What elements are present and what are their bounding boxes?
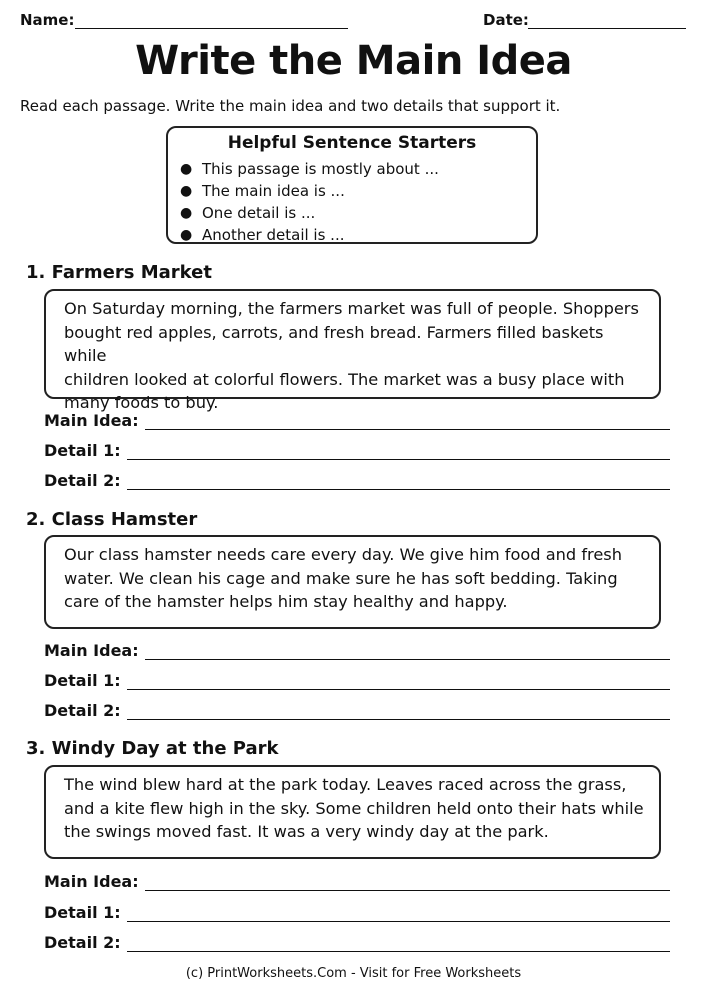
detail-1-answer-line[interactable]: [127, 905, 670, 922]
main-idea-label: Main Idea:: [44, 641, 139, 660]
bullet-icon: ●: [180, 161, 193, 177]
starter-item: [180, 202, 439, 224]
starters-title: Helpful Sentence Starters: [227, 133, 477, 153]
main-idea-answer-line[interactable]: [145, 874, 670, 891]
main-idea-label: Main Idea:: [44, 411, 139, 430]
name-label: Name:: [20, 11, 75, 29]
bullet-icon: ●: [180, 227, 193, 243]
starter-text: One detail is ...: [202, 204, 316, 222]
date-field[interactable]: [528, 28, 686, 29]
passage-line: and a kite flew high in the sky. Some children held onto their hats while: [64, 798, 644, 818]
main-idea-answer-line[interactable]: [145, 643, 670, 660]
passage-line: On Saturday morning, the farmers market was full of people. Shoppers: [64, 299, 639, 318]
passage-3-main-idea-row: [44, 869, 670, 891]
passage-3-detail-2-row: [44, 930, 670, 952]
date-label: Date:: [483, 11, 529, 29]
passage-line: bought red apples, carrots, and fresh bread. Farmers filled baskets while: [64, 322, 604, 365]
passage-1-main-idea-row: [44, 408, 670, 430]
bullet-icon: ●: [180, 205, 193, 221]
passage-line: The wind blew hard at the park today. Leaves raced across the grass,: [64, 775, 627, 794]
detail-2-label: Detail 2:: [44, 471, 121, 490]
detail-2-label: Detail 2:: [44, 933, 121, 952]
passage-line: many foods to buy.: [64, 393, 219, 412]
detail-2-label: Detail 2:: [44, 701, 121, 720]
passage-1-detail-1-row: [44, 438, 670, 460]
detail-1-answer-line[interactable]: [127, 673, 670, 690]
passage-2-detail-2-row: [44, 698, 670, 720]
passage-line: water. We clean his cage and make sure he has soft bedding. Taking: [64, 568, 618, 588]
passage-2-box: [44, 535, 661, 629]
instructions: Read each passage. Write the main idea and two details that support it.: [20, 97, 561, 115]
starters-list: [180, 158, 439, 246]
passage-3-box: [44, 765, 661, 859]
detail-2-answer-line[interactable]: [127, 703, 670, 720]
starter-text: Another detail is ...: [202, 226, 345, 244]
footer-credit: (c) PrintWorksheets.Com - Visit for Free Worksheets: [185, 966, 522, 981]
passage-line: Our class hamster needs care every day. We give him food and fresh: [64, 545, 622, 564]
main-idea-answer-line[interactable]: [145, 413, 670, 430]
bullet-icon: ●: [180, 183, 193, 199]
main-idea-label: Main Idea:: [44, 872, 139, 891]
detail-2-answer-line[interactable]: [127, 935, 670, 952]
sentence-starters-box: [166, 126, 538, 244]
passage-2-title: 2. Class Hamster: [26, 509, 198, 530]
starter-item: [180, 158, 439, 180]
name-field[interactable]: [75, 28, 348, 29]
detail-1-label: Detail 1:: [44, 671, 121, 690]
page-title: Write the Main Idea: [135, 38, 572, 84]
detail-1-label: Detail 1:: [44, 903, 121, 922]
starter-item: [180, 224, 439, 246]
passage-3-detail-1-row: [44, 900, 670, 922]
passage-2-main-idea-row: [44, 638, 670, 660]
passage-3-title: 3. Windy Day at the Park: [26, 738, 279, 759]
passage-2-detail-1-row: [44, 668, 670, 690]
passage-line: children looked at colorful flowers. The market was a busy place with: [64, 369, 625, 389]
passage-1-title: 1. Farmers Market: [26, 262, 212, 283]
passage-1-box: [44, 289, 661, 412]
detail-1-answer-line[interactable]: [127, 443, 670, 460]
detail-1-label: Detail 1:: [44, 441, 121, 460]
starter-text: This passage is mostly about ...: [202, 160, 439, 178]
passage-line: care of the hamster helps him stay healthy and happy.: [64, 592, 508, 611]
detail-2-answer-line[interactable]: [127, 473, 670, 490]
starter-text: The main idea is ...: [202, 182, 345, 200]
starter-item: [180, 180, 439, 202]
passage-1-detail-2-row: [44, 468, 670, 490]
passage-line: the swings moved fast. It was a very windy day at the park.: [64, 822, 549, 841]
